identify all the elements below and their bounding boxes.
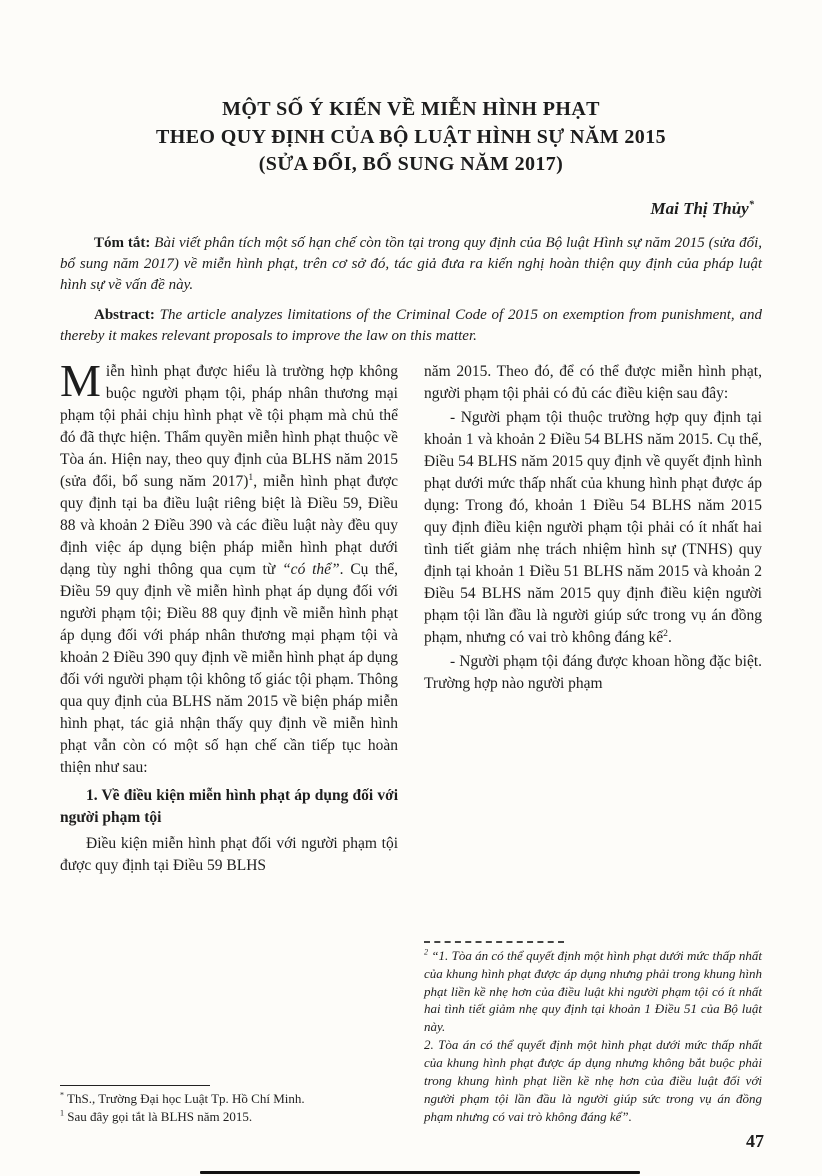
paragraph-text: iễn hình phạt được hiểu là trường hợp không buộc người phạm tội, pháp nhân thương mại phạm tội phải chịu hình phạt về tội phạm mà chủ thể đó đã thực hiện. Thẩm quyền miễn hình phạt thuộc về Tòa án. Hiện nay, theo quy định của BLHS năm 2015 (sửa đổi, bổ sung năm 2017) (60, 363, 398, 491)
footnote-2-mark: 2 (424, 947, 429, 957)
page-title (60, 96, 762, 179)
scan-artifact-line (200, 1171, 640, 1174)
paragraph-text: . Cụ thể, Điều 59 quy định về miễn hình phạt áp dụng đối với người phạm tội; Điều 88 quy định về miễn hình phạt áp dụng đối với pháp nhân thương mại phạm tội và khoản 2 Điều 390 quy định về miễn hình phạt áp dụng đối với người phạm tội không tố giác tội phạm. Thông qua quy định của BLHS năm 2015 về biện pháp miễn hình phạt, tác giả nhận thấy quy định về miễn hình phạt vẫn còn có một số hạn chế cần tiếp tục hoàn thiện như sau: (60, 561, 398, 777)
drop-cap: M (60, 355, 101, 407)
footnote-separator (60, 1085, 210, 1086)
author-line (60, 199, 762, 219)
footnote-2-part2: 2. Tòa án có thể quyết định một hình phạt dưới mức thấp nhất của khung hình phạt được áp dụng nhưng không bắt buộc phải trong khung hình phạt liền kề nhẹ hơn của điều luật đối với người phạm tội lần đầu là người giúp sức trong vụ án đồng phạm nhưng có vai trò không đáng kể”. (424, 1037, 762, 1125)
author-name: Mai Thị Thủy (650, 198, 749, 218)
footnote-1-text: Sau đây gọi tắt là BLHS năm 2015. (64, 1109, 253, 1125)
author-footnote-mark: * (748, 199, 754, 211)
footnote-star (60, 1090, 398, 1108)
paragraph: Điều kiện miễn hình phạt đối với người phạm tội được quy định tại Điều 59 BLHS (60, 835, 398, 875)
abstract-en-text: The article analyzes limitations of the Criminal Code of 2015 on exemption from punishment, and thereby it makes relevant proposals to improve the law on this matter. (60, 306, 762, 344)
footnote-ref-2: 2 (663, 628, 668, 640)
paragraph-condition-1 (424, 407, 762, 649)
section-heading-1: 1. Về điều kiện miễn hình phạt áp dụng đối với người phạm tội (60, 787, 398, 827)
footnote-2-text: “1. Tòa án có thể quyết định một hình phạt dưới mức thấp nhất của khung hình phạt được áp dụng nhưng phải trong khung hình phạt liền kề nhẹ hơn của điều luật khi người phạm tội có ít nhất hai tình tiết giảm nhẹ quy định tại khoản 1 Điều 51 của Bộ luật này. (424, 947, 762, 1035)
paragraph-condition-2: - Người phạm tội đáng được khoan hồng đặc biệt. Trường hợp nào người phạm (424, 653, 762, 693)
quoted-phrase: “có thể” (282, 561, 340, 579)
abstract-english (60, 305, 762, 348)
footnote-star-text: ThS., Trường Đại học Luật Tp. Hồ Chí Minh. (64, 1091, 305, 1107)
footnote-ref-1: 1 (248, 472, 254, 484)
abstract-vi-text: Bài viết phân tích một số hạn chế còn tồn tại trong quy định của Bộ luật Hình sự năm 2015 (sửa đổi, bổ sung năm 2017) về miễn hình phạt, trên cơ sở đó, tác giả đưa ra kiến nghị hoàn thiện quy định của pháp luật hình sự về vấn đề này. (60, 234, 762, 294)
abstract-en-label: Abstract: (94, 306, 155, 323)
left-column (60, 355, 398, 1126)
paragraph-intro (60, 355, 398, 779)
abstract-vi-label: Tóm tắt: (94, 234, 151, 251)
right-column (424, 361, 762, 1126)
paragraph-text: . (667, 629, 672, 647)
paragraph-continuation: năm 2015. Theo đó, để có thể được miễn hình phạt, người phạm tội phải có đủ các điều kiện sau đây: (424, 363, 762, 403)
page-number: 47 (746, 1131, 764, 1151)
paragraph-text: - Người phạm tội thuộc trường hợp quy định tại khoản 1 và khoản 2 Điều 54 BLHS năm 2015. Cụ thể, Điều 54 BLHS năm 2015 quy định về quyết định hình phạt dưới mức thấp nhất của khung hình phạt được áp dụng: Trong đó, khoản 1 Điều 54 BLHS năm 2015 quy định điều kiện người phạm tội phải có ít nhất hai tình tiết giảm nhẹ trách nhiệm hình sự (TNHS) quy định tại khoản 1 Điều 51 BLHS năm 2015 và khoản 2 Điều 54 BLHS năm 2015 quy định điều kiện người phạm tội lần đầu là người giúp sức trong vụ án đồng phạm, nhưng có vai trò không đáng kể (424, 409, 762, 647)
footnote-1-mark: 1 (60, 1108, 65, 1118)
title-line-3: (SỬA ĐỔI, BỔ SUNG NĂM 2017) (258, 153, 564, 176)
footnote-separator-dashed (424, 941, 564, 943)
footnote-star-mark: * (60, 1090, 65, 1100)
right-footnotes (424, 941, 762, 1126)
title-line-1: MỘT SỐ Ý KIẾN VỀ MIỄN HÌNH PHẠT (222, 98, 600, 120)
title-line-2: THEO QUY ĐỊNH CỦA BỘ LUẬT HÌNH SỰ NĂM 2015 (156, 125, 666, 148)
body-columns (60, 355, 762, 1126)
left-footnotes (60, 1085, 398, 1126)
footnote-2-part1 (424, 947, 762, 1037)
paragraph-text: , miễn hình phạt được quy định tại ba điều luật riêng biệt là Điều 59, Điều 88 và khoản 2 Điều 390 và các điều luật này đều quy định việc áp dụng biện pháp miễn hình phạt dưới dạng tùy nghi thông qua cụm từ (60, 473, 398, 579)
footnote-1 (60, 1108, 398, 1126)
abstract-vietnamese (60, 233, 762, 297)
